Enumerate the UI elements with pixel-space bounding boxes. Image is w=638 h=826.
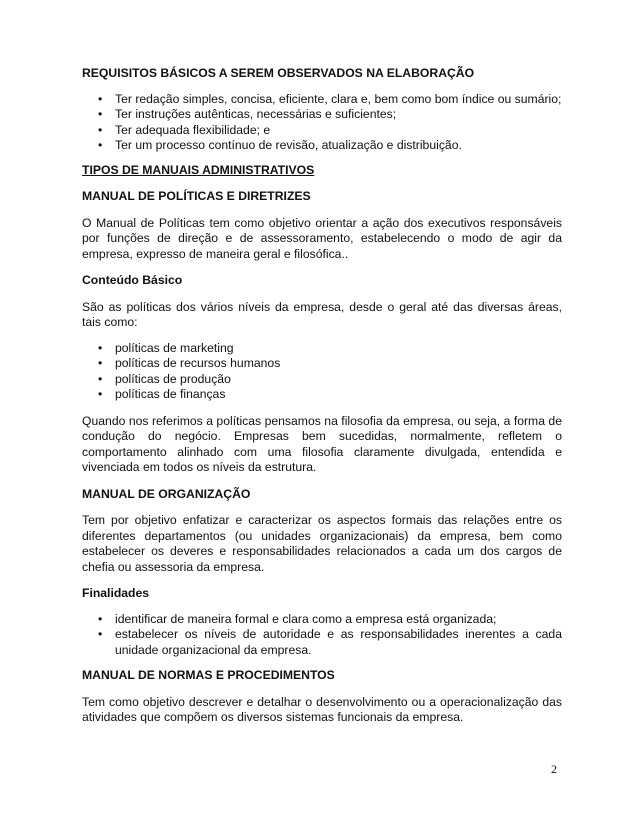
requisitos-list: [82, 92, 562, 154]
page-number: 2: [551, 762, 557, 776]
politicas-list: [82, 341, 562, 403]
conteudo-heading: Conteúdo Básico: [82, 273, 183, 287]
politicas-heading: MANUAL DE POLÍTICAS E DIRETRIZES: [82, 189, 311, 203]
requisitos-heading: REQUISITOS BÁSICOS A SEREM OBSERVADOS NA ELABORAÇÃO: [82, 66, 475, 80]
list-item: • Ter redação simples, concisa, eficiente, clara e, bem como bom índice ou sumário;: [115, 92, 562, 108]
list-item: • políticas de produção: [115, 372, 562, 388]
list-item: • políticas de recursos humanos: [115, 356, 562, 372]
politicas-closing-paragraph: Quando nos referimos a políticas pensamos na filosofia da empresa, ou seja, a forma de condução do negócio. Empresas bem sucedidas, normalmente, refletem o comportamento alinhado com uma filosofia claramente divulgada, entendida e vivenciada em todos os níveis da estrutura.: [82, 413, 562, 474]
list-item: • Ter adequada flexibilidade; e: [115, 123, 562, 139]
organizacao-heading: MANUAL DE ORGANIZAÇÃO: [82, 486, 251, 501]
tipos-heading: TIPOS DE MANUAIS ADMINISTRATIVOS: [82, 162, 315, 177]
conteudo-paragraph: São as políticas dos vários níveis da empresa, desde o geral até das diversas áreas, tais como:: [82, 299, 562, 329]
normas-paragraph: Tem como objetivo descrever e detalhar o desenvolvimento ou a operacionalização das atividades que compõem os diversos sistemas funcionais da empresa.: [82, 694, 562, 724]
organizacao-paragraph: Tem por objetivo enfatizar e caracterizar os aspectos formais das relações entre os diferentes departamentos (ou unidades organizacionais) da empresa, bem como estabelecer os deveres e responsabilidades relacionados a cada um dos cargos de chefia ou assessoria da empresa.: [82, 513, 562, 574]
list-item: • políticas de marketing: [115, 341, 562, 357]
list-item: • Ter um processo contínuo de revisão, atualização e distribuição.: [115, 138, 562, 154]
document-page: [82, 66, 562, 726]
finalidades-heading: Finalidades: [82, 586, 150, 600]
list-item: • Ter instruções autênticas, necessárias e suficientes;: [115, 107, 562, 123]
normas-heading: MANUAL DE NORMAS E PROCEDIMENTOS: [82, 668, 335, 682]
list-item: • identificar de maneira formal e clara como a empresa está organizada;: [115, 612, 562, 628]
politicas-paragraph: O Manual de Políticas tem como objetivo orientar a ação dos executivos responsáveis por funções de direção e de assessoramento, estabelecendo o modo de agir da empresa, expresso de maneira geral e filosófica..: [82, 215, 562, 261]
list-item: • estabelecer os níveis de autoridade e as responsabilidades inerentes a cada unidade organizacional da empresa.: [115, 627, 562, 658]
finalidades-list: [82, 612, 562, 659]
list-item: • políticas de finanças: [115, 387, 562, 403]
